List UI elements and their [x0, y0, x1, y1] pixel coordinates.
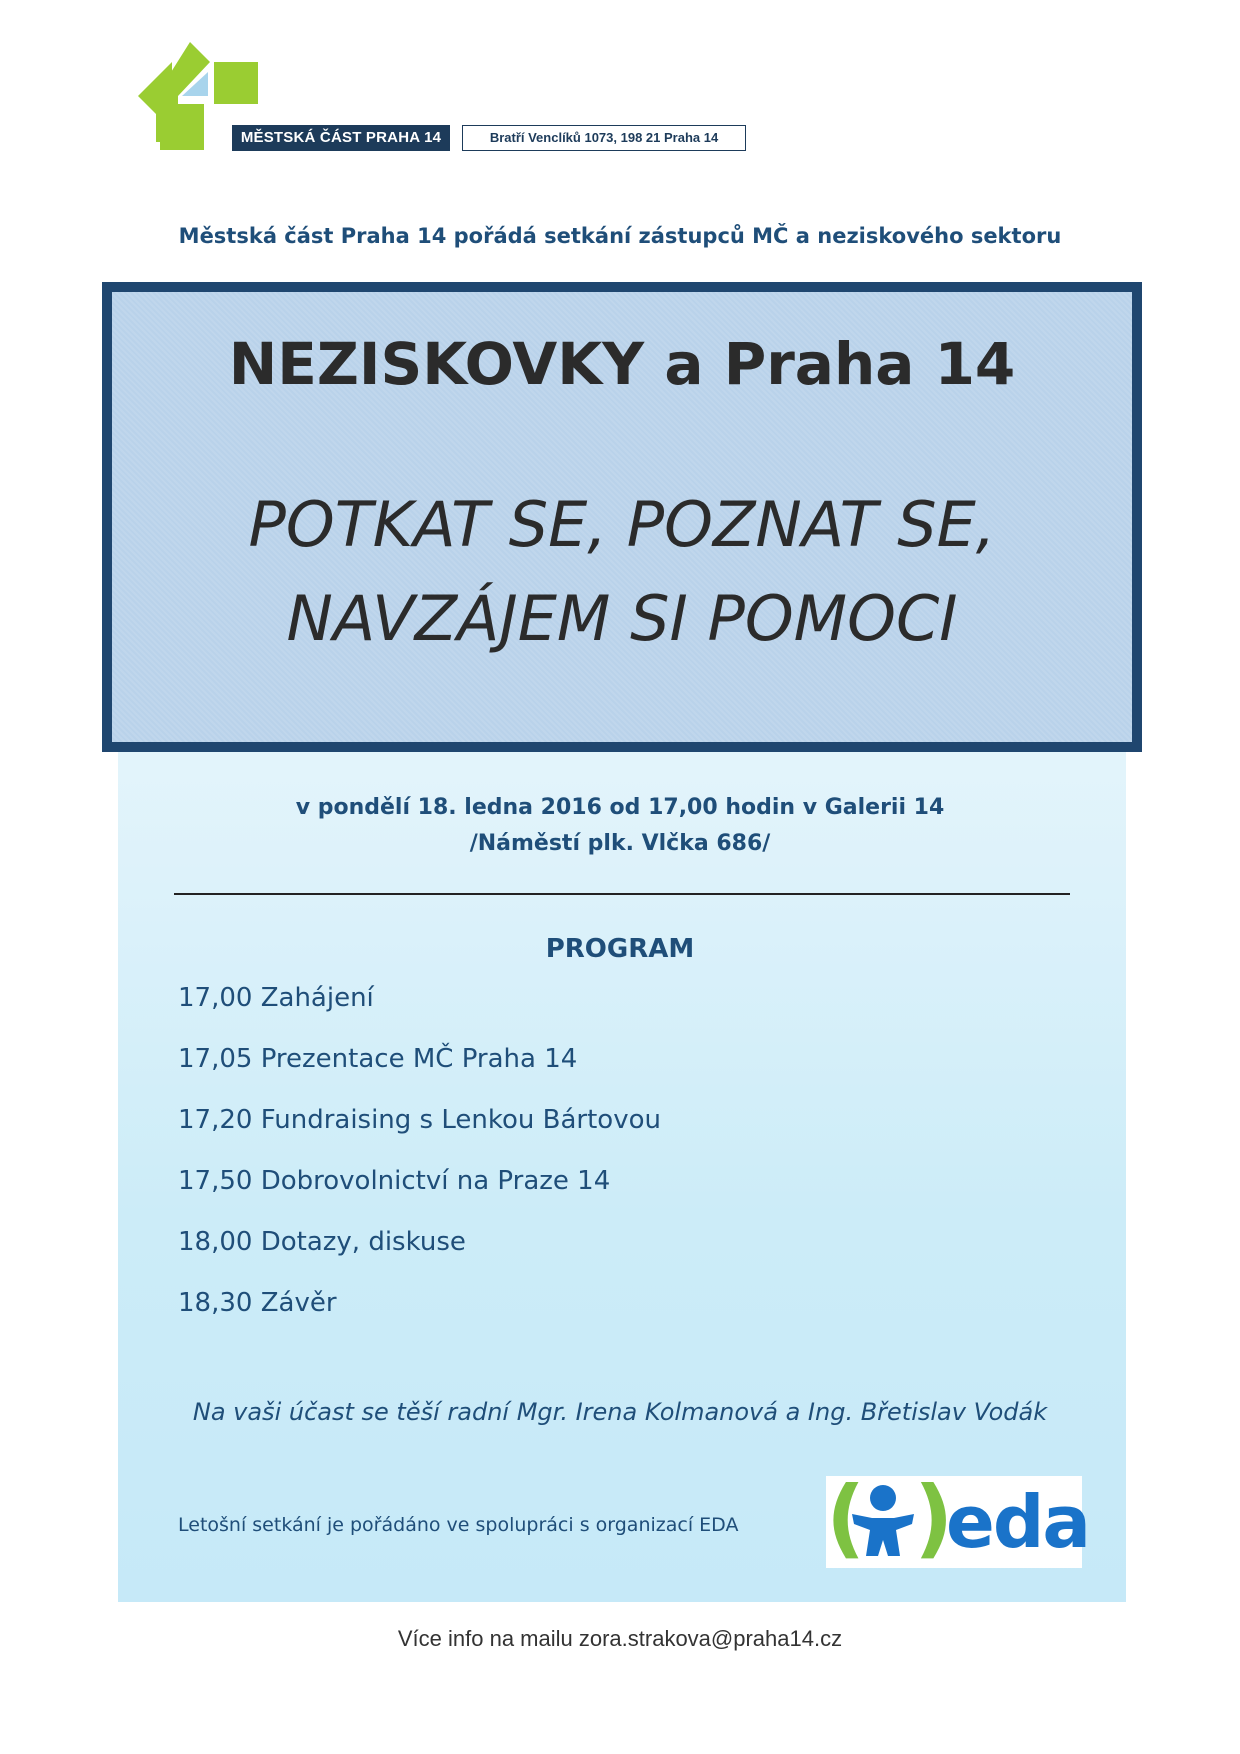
logo-green-square-top [214, 62, 258, 104]
program-heading: PROGRAM [545, 934, 695, 964]
intro-heading: Městská část Praha 14 pořádá setkání zástupců MČ a neziskového sektoru [178, 224, 1062, 248]
attendance-note: Na vaši účast se těší radní Mgr. Irena Kolmanová a Ing. Břetislav Vodák [192, 1398, 1048, 1426]
title-slogan-line2: NAVZÁJEM SI POMOCI [286, 582, 958, 655]
child-figure-icon [848, 1484, 918, 1564]
title-slogan [112, 478, 1132, 666]
footer-contact: Více info na mailu zora.strakova@praha14.cz [397, 1626, 843, 1651]
cooperation-note: Letošní setkání je pořádáno ve spolupráci s organizací EDA [178, 1514, 739, 1536]
event-venue: /Náměstí plk. Vlčka 686/ [469, 831, 771, 856]
divider [174, 893, 1070, 895]
logo-address-label: Bratří Venclíků 1073, 198 21 Praha 14 [462, 125, 746, 151]
event-details [0, 790, 1240, 862]
program-item: 17,00 Zahájení [178, 983, 374, 1013]
program-item: 17,50 Dobrovolnictví na Praze 14 [178, 1166, 611, 1196]
eda-logo-text: eda [946, 1480, 1089, 1564]
event-date-time: v pondělí 18. ledna 2016 od 17,00 hodin v Galerii 14 [295, 795, 945, 820]
logo-name-label: MĚSTSKÁ ČÁST PRAHA 14 [232, 125, 450, 151]
program-list [178, 968, 661, 1334]
title-slogan-line1: POTKAT SE, POZNAT SE, [248, 488, 996, 561]
logo-green-square-bottom [160, 104, 204, 150]
eda-logo [826, 1468, 1089, 1568]
program-item: 17,20 Fundraising s Lenkou Bártovou [178, 1105, 661, 1135]
program-item: 17,05 Prezentace MČ Praha 14 [178, 1044, 578, 1074]
eda-left-paren-icon: ( [826, 1468, 866, 1568]
eda-right-paren-icon: ) [914, 1468, 954, 1568]
program-item: 18,00 Dotazy, diskuse [178, 1227, 466, 1257]
page-title: NEZISKOVKY a Praha 14 [228, 330, 1016, 398]
program-item: 18,30 Závěr [178, 1288, 337, 1318]
